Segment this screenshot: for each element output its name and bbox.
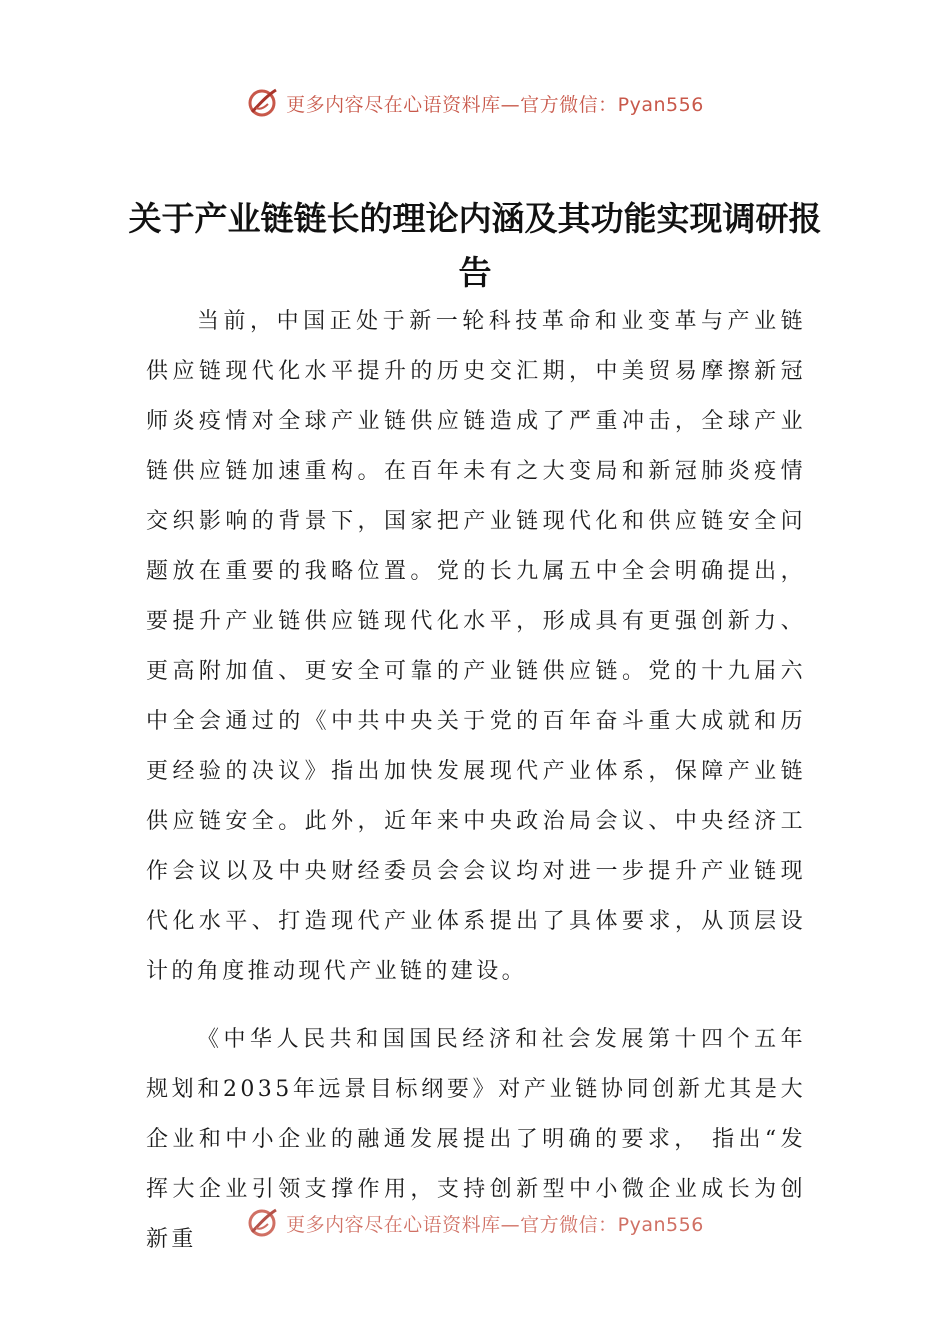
paragraph-2: 《中华人民共和国国民经济和社会发展第十四个五年规划和2035年远景目标纲要》对产业链协同创新尤其是大企业和中小企业的融通发展提出了明确的要求， 指出“发挥大企业引领支撑作用，支持创新型中小微企业成长为创新重 — [146, 1027, 806, 1252]
footer-watermark-text: 更多内容尽在心语资料库—官方微信：Pyan556 — [286, 1213, 704, 1236]
paragraph-1: 当前，中国正处于新一轮科技革命和业变革与产业链供应链现代化水平提升的历史交汇期，中美贸易摩擦新冠师炎疫情对全球产业链供应链造成了严重冲击，全球产业链供应链加速重构。在百年未有之大变局和新冠肺炎疫情交织影响的背景下，国家把产业链现代化和供应链安全问题放在重要的我略位置。党的长九属五中全会明确提出，要提升产业链供应链现代化水平，形成具有更强创新力、更高附加值、更安全可靠的产业链供应链。党的十九届六中全会通过的《中共中央关于党的百年奋斗重大成就和历更经验的决议》指出加快发展现代产业体系，保障产业链供应链安全。此外，近年来中央政治局会议、中央经济工作会议以及中央财经委员会会议均对进一步提升产业链现代化水平、打造现代产业体系提出了具体要求，从顶层设计的角度推动现代产业链的建设。 — [146, 309, 806, 984]
brush-logo-icon — [246, 86, 280, 120]
header-watermark-text: 更多内容尽在心语资料库—官方微信：Pyan556 — [286, 93, 704, 116]
document-title: 关于产业链链长的理论内涵及其功能实现调研报告 — [128, 199, 822, 292]
document-body — [146, 297, 806, 1265]
brush-logo-icon — [246, 1206, 280, 1240]
footer-watermark — [0, 1206, 950, 1240]
header-watermark — [0, 86, 950, 120]
